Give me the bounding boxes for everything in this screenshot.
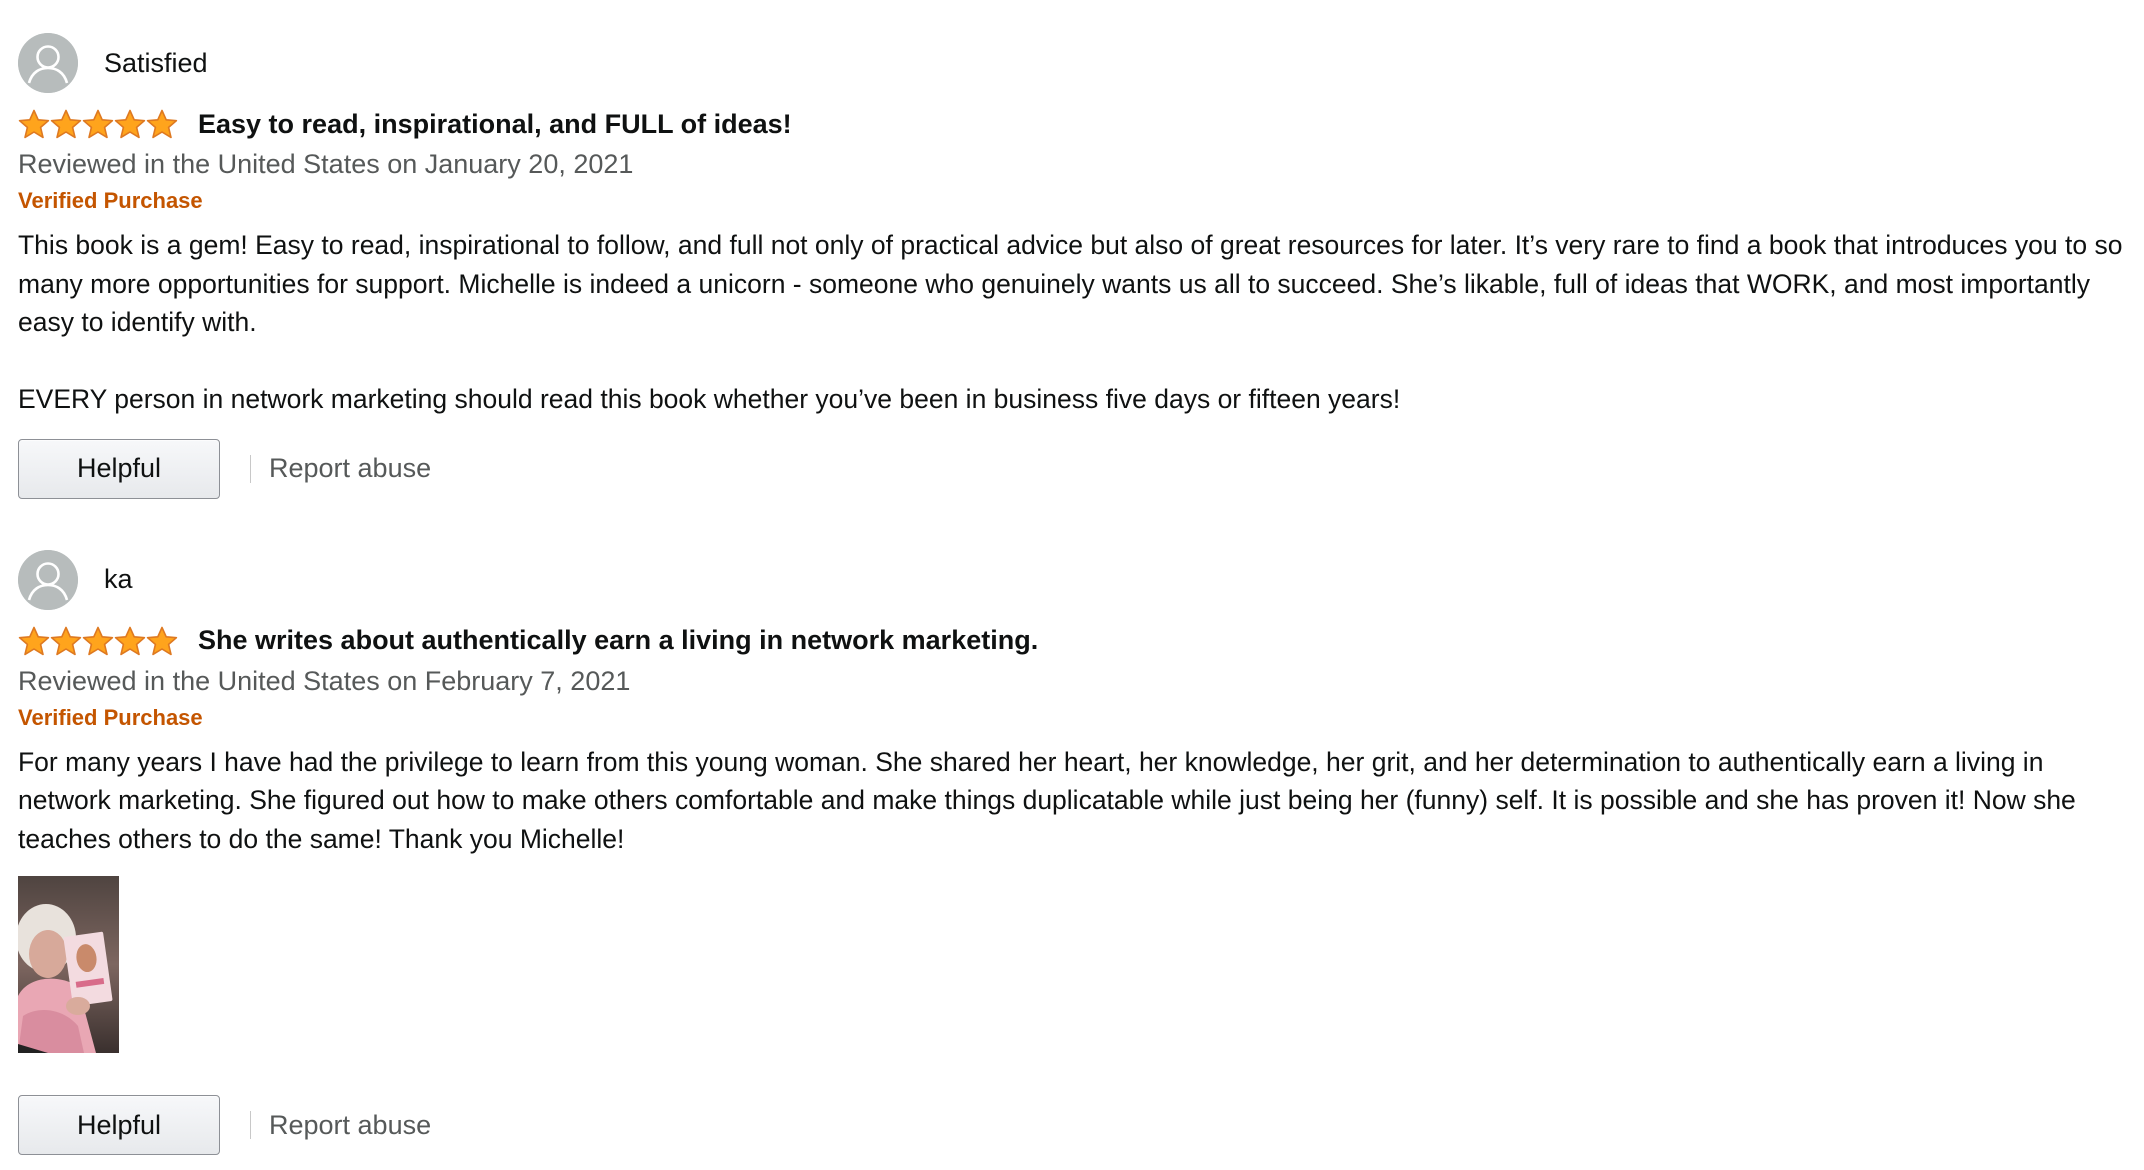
- review-title-link[interactable]: Easy to read, inspirational, and FULL of ideas!: [198, 108, 792, 139]
- reviews-list: [18, 32, 2128, 1157]
- star-filled-icon: [18, 626, 50, 656]
- review-title-row: [18, 106, 2128, 142]
- star-filled-icon: [82, 109, 114, 139]
- helpful-button[interactable]: Helpful: [18, 1095, 220, 1155]
- action-divider: [250, 455, 251, 483]
- review-actions: [18, 437, 2128, 501]
- report-abuse-link[interactable]: Report abuse: [269, 1109, 432, 1140]
- star-filled-icon: [114, 109, 146, 139]
- star-filled-icon: [114, 626, 146, 656]
- verified-purchase-badge[interactable]: Verified Purchase: [18, 704, 203, 730]
- default-avatar-icon: [18, 33, 78, 93]
- report-abuse-link[interactable]: Report abuse: [269, 453, 432, 483]
- review-date: Reviewed in the United States on February 7, 2021: [18, 665, 631, 696]
- default-avatar-icon: [18, 550, 78, 610]
- reviewer-profile[interactable]: [18, 549, 2128, 611]
- review-body: [18, 226, 2128, 419]
- star-rating[interactable]: [18, 109, 178, 139]
- review-paragraph: This book is a gem! Easy to read, inspirational to follow, and full not only of practical advice but also of great resources for later. It’s very rare to find a book that introduces you to so many more opportunities for support. Michelle is indeed a unicorn - someone who genuinely wants us all to succeed. She’s likable, full of ideas that WORK, and most importantly easy to identify with.: [18, 230, 2123, 337]
- reviewer-name[interactable]: ka: [104, 564, 133, 594]
- customer-photo-thumbnail[interactable]: [18, 876, 119, 1053]
- star-filled-icon: [50, 626, 82, 656]
- star-filled-icon: [50, 109, 82, 139]
- review-actions: [18, 1093, 2128, 1157]
- review-title-link[interactable]: She writes about authentically earn a living in network marketing.: [198, 625, 1039, 655]
- star-filled-icon: [18, 109, 50, 139]
- helpful-button[interactable]: Helpful: [18, 439, 220, 499]
- verified-purchase-badge[interactable]: Verified Purchase: [18, 188, 203, 213]
- review-card: [18, 549, 2128, 1158]
- review-title-row: [18, 623, 2128, 659]
- star-rating[interactable]: [18, 626, 178, 656]
- review-date: Reviewed in the United States on January 20, 2021: [18, 149, 634, 179]
- reviewer-name[interactable]: Satisfied: [104, 47, 208, 78]
- review-card: [18, 32, 2128, 501]
- star-filled-icon: [82, 626, 114, 656]
- review-body: [18, 743, 2128, 859]
- reviewer-profile[interactable]: [18, 32, 2128, 94]
- review-paragraph: EVERY person in network marketing should read this book whether you’ve been in business five days or fifteen years!: [18, 384, 1401, 414]
- action-divider: [250, 1111, 251, 1139]
- review-paragraph: For many years I have had the privilege to learn from this young woman. She shared her heart, her knowledge, her grit, and her determination to authentically earn a living in network marketing. She figured out how to make others comfortable and make things duplicatable while just being her (funny) self. It is possible and she has proven it! Now she teaches others to do the same! Thank you Michelle!: [18, 746, 2076, 854]
- star-filled-icon: [146, 626, 178, 656]
- star-filled-icon: [146, 109, 178, 139]
